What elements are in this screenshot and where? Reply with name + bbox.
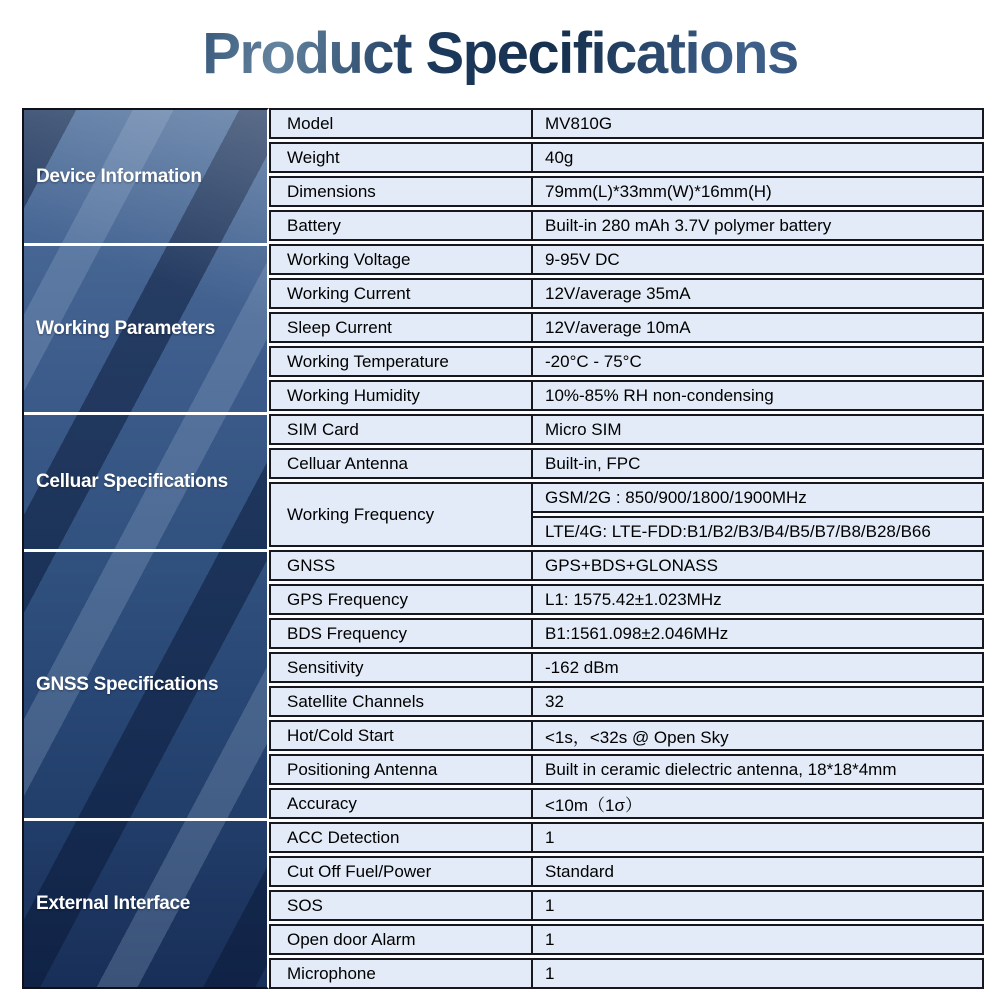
value-battery: Built-in 280 mAh 3.7V polymer battery: [533, 210, 984, 241]
param-open-door-alarm: Open door Alarm: [269, 924, 533, 955]
param-working-current: Working Current: [269, 278, 533, 309]
category-column: [22, 108, 269, 989]
section-external-interface: [24, 818, 267, 987]
param-sos: SOS: [269, 890, 533, 921]
value-gnss: GPS+BDS+GLONASS: [533, 550, 984, 581]
param-hot-cold-start: Hot/Cold Start: [269, 720, 533, 751]
section-working-parameters: [24, 243, 267, 412]
value-working-humidity: 10%-85% RH non-condensing: [533, 380, 984, 411]
spec-grid: [269, 108, 984, 989]
value-cut-off-fuel-power: Standard: [533, 856, 984, 887]
section-label: External Interface: [36, 892, 191, 914]
param-acc-detection: ACC Detection: [269, 822, 533, 853]
value-working-voltage: 9-95V DC: [533, 244, 984, 275]
param-accuracy: Accuracy: [269, 788, 533, 819]
param-cut-off-fuel-power: Cut Off Fuel/Power: [269, 856, 533, 887]
param-weight: Weight: [269, 142, 533, 173]
value-dimensions: 79mm(L)*33mm(W)*16mm(H): [533, 176, 984, 207]
value-working-frequency-2g: GSM/2G : 850/900/1800/1900MHz: [533, 482, 984, 513]
value-sos: 1: [533, 890, 984, 921]
param-bds-frequency: BDS Frequency: [269, 618, 533, 649]
value-hot-cold-start: <1s，<32s @ Open Sky: [533, 720, 984, 751]
value-acc-detection: 1: [533, 822, 984, 853]
section-label: Device Information: [36, 165, 202, 187]
param-sensitivity: Sensitivity: [269, 652, 533, 683]
specifications-table: [22, 108, 984, 989]
value-celluar-antenna: Built-in, FPC: [533, 448, 984, 479]
param-gps-frequency: GPS Frequency: [269, 584, 533, 615]
param-working-humidity: Working Humidity: [269, 380, 533, 411]
param-model: Model: [269, 108, 533, 139]
param-working-temperature: Working Temperature: [269, 346, 533, 377]
value-microphone: 1: [533, 958, 984, 989]
param-celluar-antenna: Celluar Antenna: [269, 448, 533, 479]
param-gnss: GNSS: [269, 550, 533, 581]
param-positioning-antenna: Positioning Antenna: [269, 754, 533, 785]
value-working-current: 12V/average 35mA: [533, 278, 984, 309]
param-microphone: Microphone: [269, 958, 533, 989]
value-model: MV810G: [533, 108, 984, 139]
param-working-frequency: Working Frequency: [269, 482, 533, 547]
section-label: Celluar Specifications: [36, 470, 228, 492]
value-accuracy: <10m（1σ）: [533, 788, 984, 819]
section-device-information: [24, 110, 267, 243]
value-working-temperature: -20°C - 75°C: [533, 346, 984, 377]
value-sim-card: Micro SIM: [533, 414, 984, 445]
value-sensitivity: -162 dBm: [533, 652, 984, 683]
section-gnss-specifications: [24, 549, 267, 818]
section-label: GNSS Specifications: [36, 673, 219, 695]
value-weight: 40g: [533, 142, 984, 173]
value-satellite-channels: 32: [533, 686, 984, 717]
param-working-voltage: Working Voltage: [269, 244, 533, 275]
value-bds-frequency: B1:1561.098±2.046MHz: [533, 618, 984, 649]
value-gps-frequency: L1: 1575.42±1.023MHz: [533, 584, 984, 615]
param-sim-card: SIM Card: [269, 414, 533, 445]
param-dimensions: Dimensions: [269, 176, 533, 207]
section-label: Working Parameters: [36, 318, 216, 340]
param-satellite-channels: Satellite Channels: [269, 686, 533, 717]
value-open-door-alarm: 1: [533, 924, 984, 955]
value-working-frequency-4g: LTE/4G: LTE-FDD:B1/B2/B3/B4/B5/B7/B8/B28/B66: [533, 516, 984, 547]
value-positioning-antenna: Built in ceramic dielectric antenna, 18*18*4mm: [533, 754, 984, 785]
section-celluar-specifications: [24, 412, 267, 548]
param-sleep-current: Sleep Current: [269, 312, 533, 343]
param-battery: Battery: [269, 210, 533, 241]
page-title: Product Specifications: [0, 20, 1000, 87]
value-sleep-current: 12V/average 10mA: [533, 312, 984, 343]
